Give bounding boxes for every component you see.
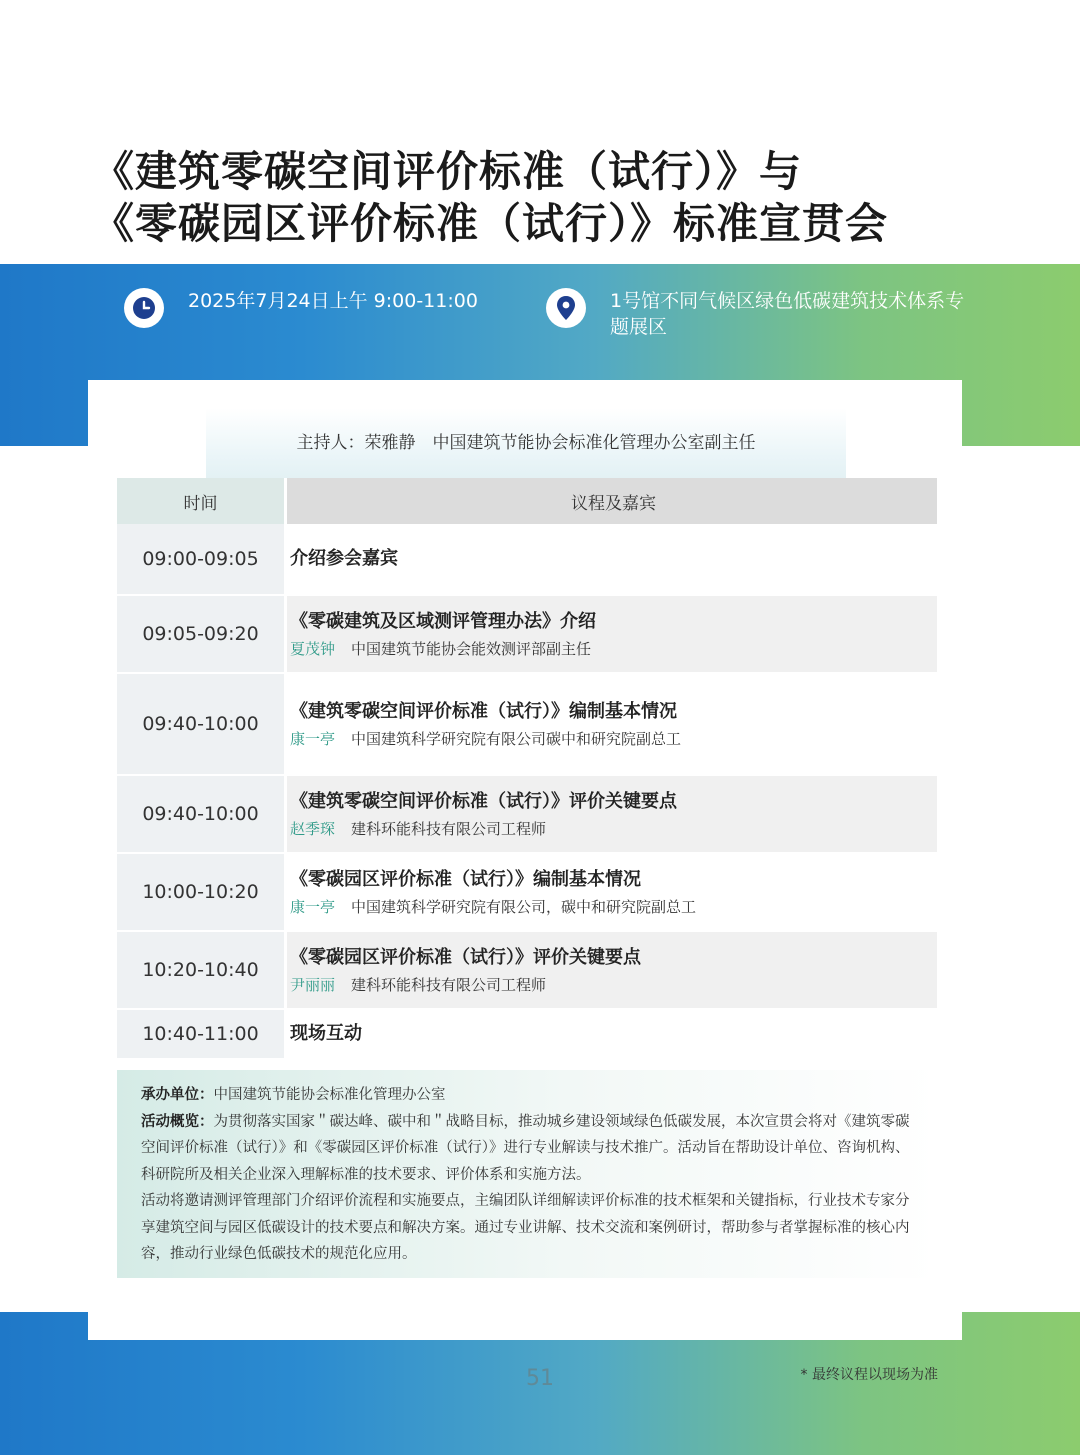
organizer-label: 承办单位：: [141, 1087, 214, 1103]
header-content: 议程及嘉宾: [287, 478, 937, 524]
agenda-topic: 《零碳园区评价标准（试行）》编制基本情况: [290, 868, 641, 890]
agenda-row: [117, 932, 937, 1008]
agenda-time: 09:40-10:00: [117, 674, 284, 774]
agenda-time: 10:00-10:20: [117, 854, 284, 930]
agenda-row: [117, 1010, 937, 1058]
agenda-time: 10:20-10:40: [117, 932, 284, 1008]
agenda-speaker: [290, 638, 937, 660]
agenda-time: 10:40-11:00: [117, 1010, 284, 1058]
clock-icon: [124, 288, 164, 328]
agenda-row: [117, 524, 937, 594]
header-time: 时间: [117, 478, 284, 524]
overview-text: 为贯彻落实国家＂碳达峰、碳中和＂战略目标，推动城乡建设领域绿色低碳发展，本次宣贯会将对《建筑零碳空间评价标准（试行）》和《零碳园区评价标准（试行）》进行专业解读与技术推广。活动旨在帮助设计单位、咨询机构、科研院所及相关企业深入理解标准的技术要求、评价体系和实施方法。: [141, 1113, 910, 1183]
organizer-line: [141, 1082, 913, 1109]
agenda-header-row: [117, 478, 937, 524]
agenda-speaker: [290, 974, 937, 996]
agenda-speaker: [290, 896, 937, 918]
event-datetime: [124, 288, 478, 328]
agenda-row: [117, 776, 937, 852]
agenda-time: 09:00-09:05: [117, 524, 284, 594]
agenda-topic: 《建筑零碳空间评价标准（试行）》评价关键要点: [290, 790, 677, 812]
speaker-name: 夏茂钟: [290, 639, 336, 658]
event-datetime-text: 2025年7月24日上午 9:00-11:00: [188, 290, 478, 312]
title-line-1: 《建筑零碳空间评价标准（试行）》与: [92, 147, 803, 196]
page-number: 51: [526, 1366, 554, 1391]
overview-label: 活动概览：: [141, 1113, 214, 1130]
organizer-name: 中国建筑节能协会标准化管理办公室: [213, 1087, 446, 1103]
page-title: [92, 146, 1032, 250]
agenda-topic: 《建筑零碳空间评价标准（试行）》编制基本情况: [290, 700, 677, 722]
agenda-topic: 《零碳建筑及区域测评管理办法》介绍: [290, 610, 596, 632]
speaker-title: 中国建筑科学研究院有限公司碳中和研究院副总工: [351, 729, 682, 748]
agenda-time: 09:40-10:00: [117, 776, 284, 852]
speaker-name: 康一亭: [290, 897, 336, 916]
agenda-row: [117, 596, 937, 672]
title-line-2: 《零碳园区评价标准（试行）》标准宣贯会: [92, 199, 889, 248]
agenda-speaker: [290, 818, 937, 840]
agenda-time: 09:05-09:20: [117, 596, 284, 672]
agenda-row: [117, 674, 937, 774]
agenda-row: [117, 854, 937, 930]
speaker-title: 中国建筑科学研究院有限公司，碳中和研究院副总工: [351, 897, 697, 916]
speaker-name: 尹丽丽: [290, 975, 336, 994]
speaker-title: 建科环能科技有限公司工程师: [351, 975, 547, 994]
event-summary: [117, 1070, 937, 1278]
speaker-title: 建科环能科技有限公司工程师: [351, 819, 547, 838]
overview-paragraph-2: 活动将邀请测评管理部门介绍评价流程和实施要点，主编团队详细解读评价标准的技术框架和关键指标，行业技术专家分享建筑空间与园区低碳设计的技术要点和解决方案。通过专业讲解、技术交流和案例研讨，帮助参与者掌握标准的核心内容，推动行业绿色低碳技术的规范化应用。: [141, 1193, 910, 1262]
location-pin-icon: [546, 288, 586, 328]
event-location: [546, 288, 966, 340]
agenda-table: [117, 478, 937, 1058]
speaker-name: 康一亭: [290, 729, 336, 748]
agenda-topic: 介绍参会嘉宾: [290, 548, 398, 569]
overview-paragraph: [141, 1109, 913, 1189]
event-location-text: 1号馆不同气候区绿色低碳建筑技术体系专题展区: [610, 290, 965, 338]
host-info: 主持人：荣雅静 中国建筑节能协会标准化管理办公室副主任: [206, 408, 846, 478]
agenda-topic: 现场互动: [290, 1023, 362, 1044]
agenda-speaker: [290, 728, 937, 750]
agenda-topic: 《零碳园区评价标准（试行）》评价关键要点: [290, 946, 641, 968]
footnote: * 最终议程以现场为准: [800, 1367, 938, 1383]
speaker-name: 赵季琛: [290, 819, 336, 838]
speaker-title: 中国建筑节能协会能效测评部副主任: [351, 639, 592, 658]
